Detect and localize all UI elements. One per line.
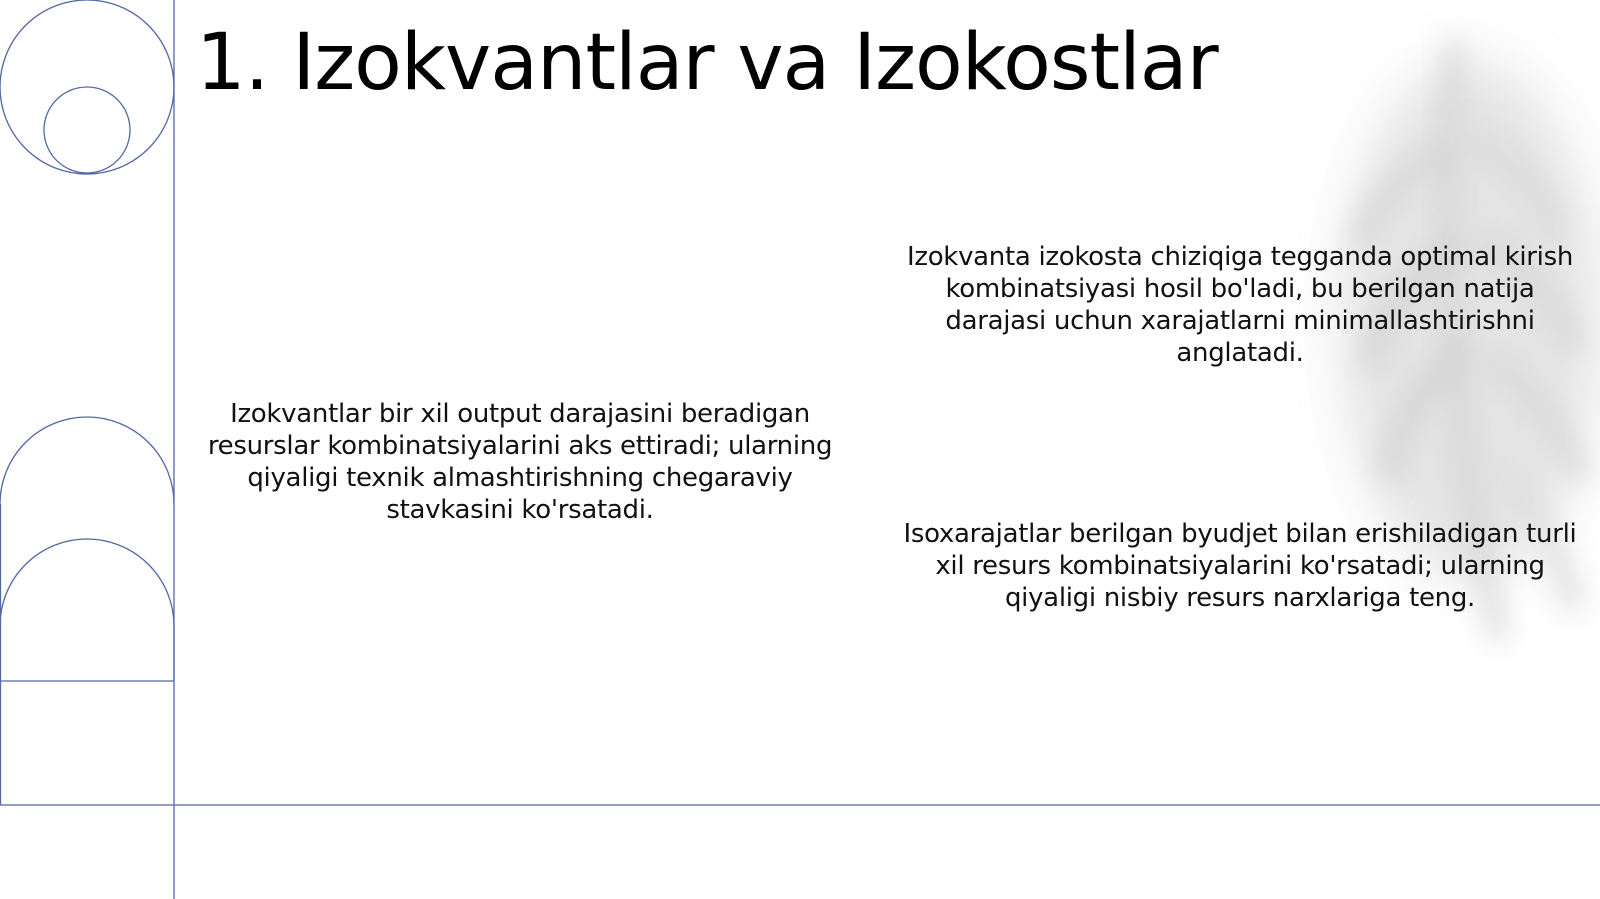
lower-arch-outline	[0, 539, 174, 681]
isoquants-paragraph: Izokvantlar bir xil output darajasini beradigan resurslar kombinatsiyalarini aks ettiradi; ularning qiyaligi texnik almashtirishning chegaraviy stavkasini ko'rsatadi.	[207, 399, 833, 525]
small-circle-outline	[44, 87, 130, 173]
upper-arch-outline	[0, 417, 174, 504]
page-title: 1. Izokvantlar va Izokostlar	[196, 18, 1218, 108]
isocost-paragraph: Isoxarajatlar berilgan byudjet bilan erishiladigan turli xil resurs kombinatsiyalarini ko'rsatadi; ularning qiyaligi nisbiy resurs narxlariga teng.	[903, 519, 1577, 613]
optimal-combination-paragraph: Izokvanta izokosta chiziqiga tegganda optimal kirish kombinatsiyasi hosil bo'ladi, bu berilgan natija darajasi uchun xarajatlarni minimallashtirishni anglatadi.	[906, 242, 1574, 368]
